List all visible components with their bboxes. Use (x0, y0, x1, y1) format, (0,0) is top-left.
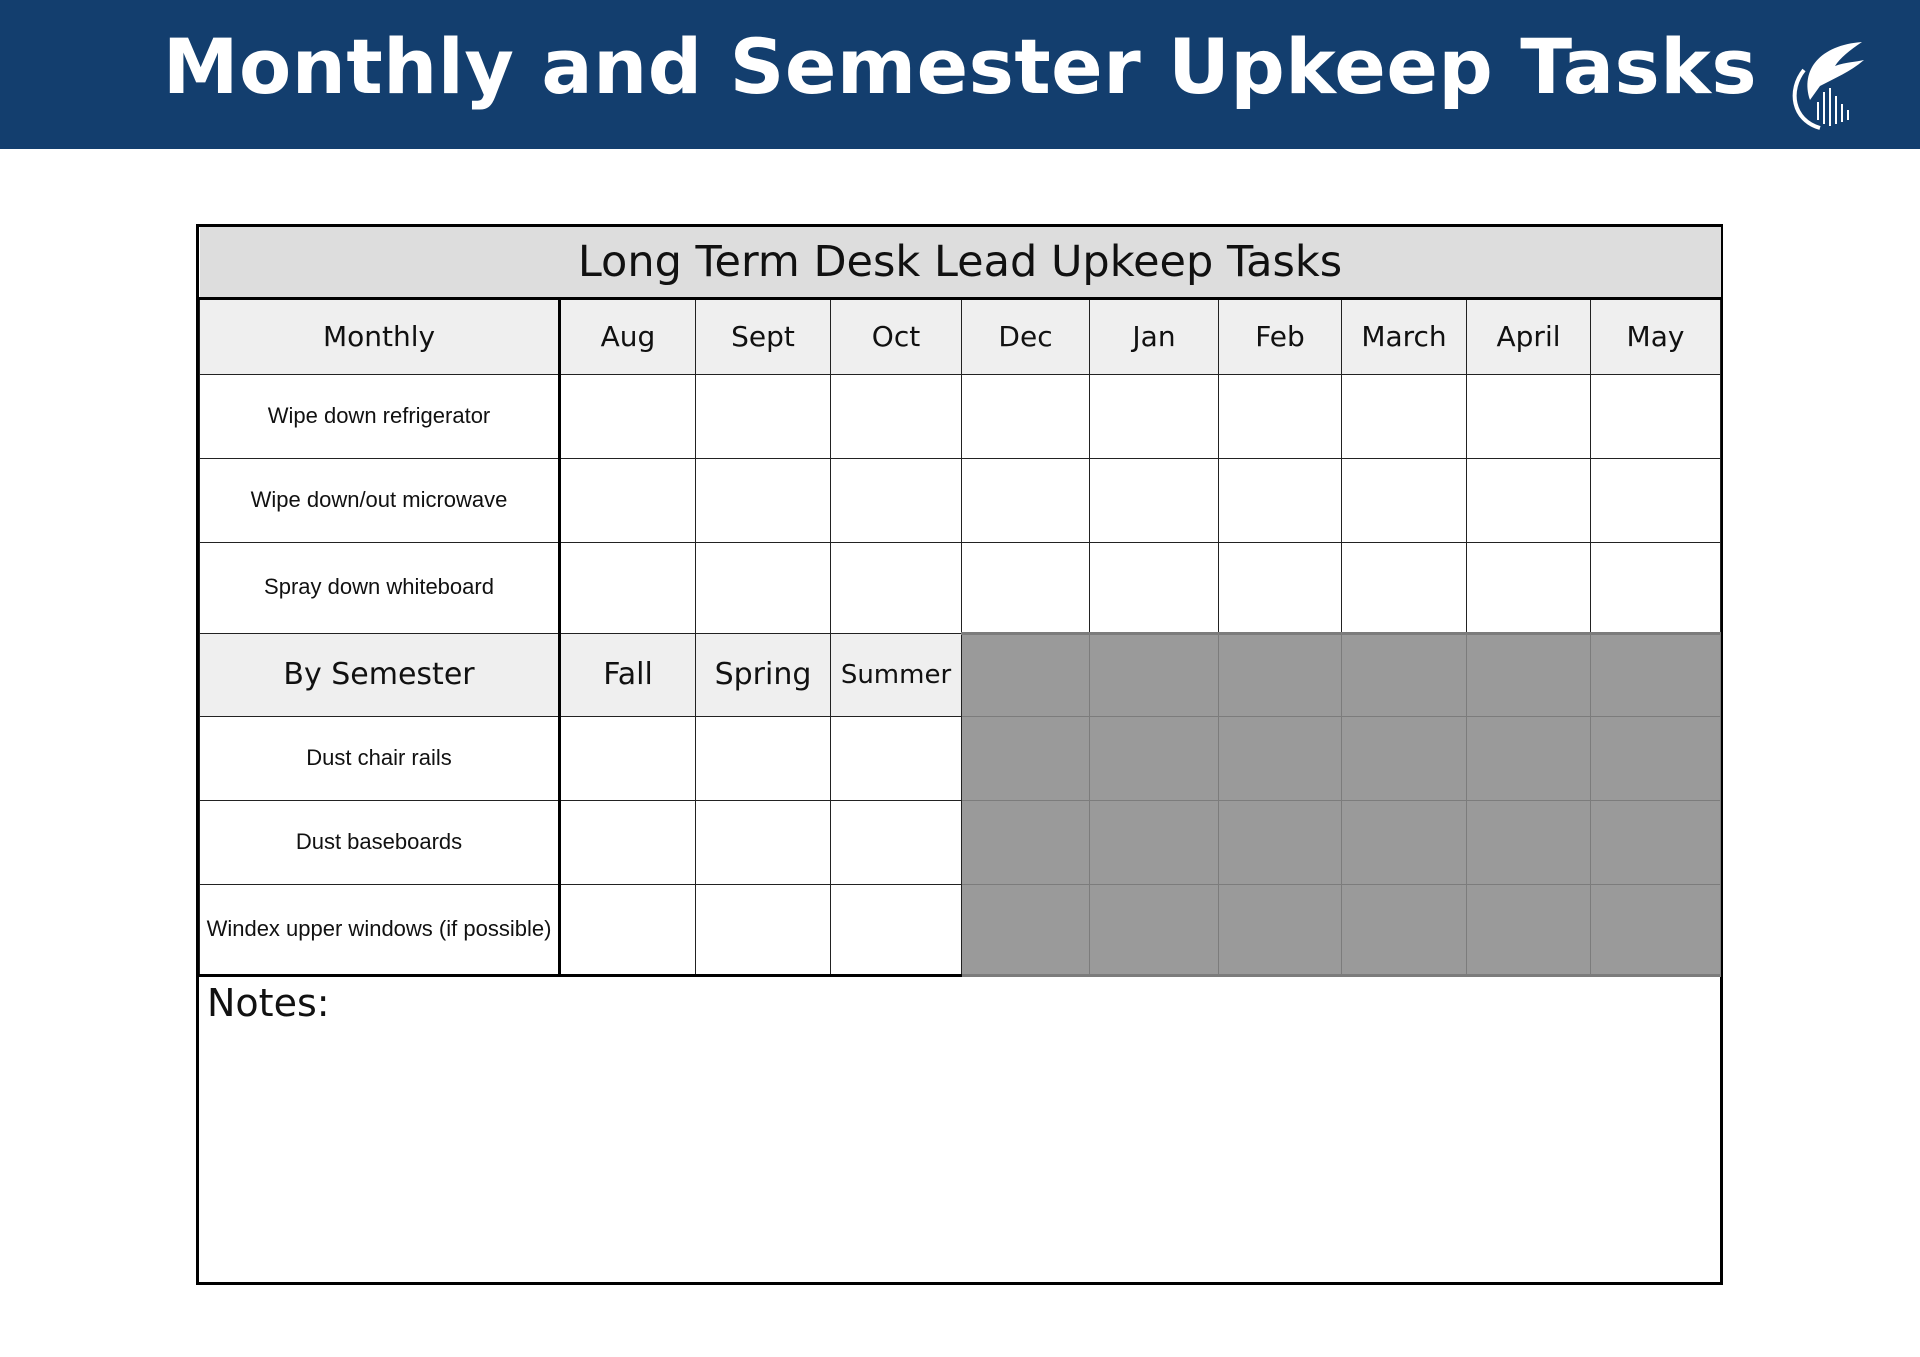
check-cell[interactable] (831, 716, 962, 800)
table-row (200, 884, 1721, 975)
check-cell[interactable] (962, 458, 1090, 542)
header-banner (0, 0, 1920, 149)
check-cell[interactable] (962, 542, 1090, 633)
check-cell[interactable] (1219, 542, 1342, 633)
check-cell[interactable] (696, 458, 831, 542)
feather-logo-icon (1780, 30, 1876, 140)
shaded-cell (1342, 800, 1467, 884)
monthly-header-row (200, 298, 1721, 374)
shaded-cell (962, 800, 1090, 884)
check-cell[interactable] (1467, 374, 1591, 458)
table-row (200, 374, 1721, 458)
task-label: Windex upper windows (if possible) (200, 884, 560, 975)
check-cell[interactable] (1342, 542, 1467, 633)
table-row (200, 458, 1721, 542)
shaded-cell (1090, 800, 1219, 884)
shaded-cell (1591, 633, 1721, 716)
check-cell[interactable] (831, 458, 962, 542)
month-header: March (1342, 298, 1467, 374)
task-label: Dust baseboards (200, 800, 560, 884)
check-cell[interactable] (696, 884, 831, 975)
check-cell[interactable] (1591, 542, 1721, 633)
check-cell[interactable] (696, 800, 831, 884)
shaded-cell (1219, 633, 1342, 716)
month-header: April (1467, 298, 1591, 374)
semester-column-header: Spring (696, 633, 831, 716)
upkeep-table (199, 227, 1721, 977)
month-header: Dec (962, 298, 1090, 374)
check-cell[interactable] (560, 884, 696, 975)
check-cell[interactable] (962, 374, 1090, 458)
notes-area[interactable] (199, 973, 1720, 1281)
task-label: Dust chair rails (200, 716, 560, 800)
check-cell[interactable] (560, 542, 696, 633)
check-cell[interactable] (1467, 542, 1591, 633)
page-title: Monthly and Semester Upkeep Tasks (162, 22, 1758, 111)
semester-column-header: Fall (560, 633, 696, 716)
table-title: Long Term Desk Lead Upkeep Tasks (200, 227, 1721, 298)
shaded-cell (1591, 800, 1721, 884)
semester-header-row (200, 633, 1721, 716)
check-cell[interactable] (1090, 542, 1219, 633)
shaded-cell (1342, 716, 1467, 800)
check-cell[interactable] (831, 374, 962, 458)
check-cell[interactable] (560, 374, 696, 458)
shaded-cell (1467, 800, 1591, 884)
check-cell[interactable] (560, 716, 696, 800)
month-header: Aug (560, 298, 696, 374)
shaded-cell (1467, 633, 1591, 716)
shaded-cell (962, 633, 1090, 716)
shaded-cell (1342, 633, 1467, 716)
shaded-cell (1219, 884, 1342, 975)
task-label: Wipe down/out microwave (200, 458, 560, 542)
check-cell[interactable] (696, 374, 831, 458)
check-cell[interactable] (696, 716, 831, 800)
monthly-header: Monthly (200, 298, 560, 374)
check-cell[interactable] (1219, 458, 1342, 542)
shaded-cell (1090, 884, 1219, 975)
check-cell[interactable] (1090, 374, 1219, 458)
month-header: Feb (1219, 298, 1342, 374)
check-cell[interactable] (560, 458, 696, 542)
check-cell[interactable] (1591, 458, 1721, 542)
notes-label: Notes: (207, 981, 330, 1025)
table-row (200, 800, 1721, 884)
check-cell[interactable] (1342, 458, 1467, 542)
shaded-cell (1467, 716, 1591, 800)
check-cell[interactable] (560, 800, 696, 884)
check-cell[interactable] (831, 800, 962, 884)
shaded-cell (1591, 884, 1721, 975)
month-header: Oct (831, 298, 962, 374)
check-cell[interactable] (1591, 374, 1721, 458)
check-cell[interactable] (1090, 458, 1219, 542)
table-row (200, 716, 1721, 800)
table-row (200, 542, 1721, 633)
shaded-cell (962, 716, 1090, 800)
shaded-cell (1090, 633, 1219, 716)
shaded-cell (1219, 716, 1342, 800)
semester-header: By Semester (200, 633, 560, 716)
month-header: Jan (1090, 298, 1219, 374)
semester-column-header: Summer (831, 633, 962, 716)
shaded-cell (1342, 884, 1467, 975)
check-cell[interactable] (1342, 374, 1467, 458)
check-cell[interactable] (1219, 374, 1342, 458)
shaded-cell (1467, 884, 1591, 975)
check-cell[interactable] (831, 542, 962, 633)
shaded-cell (962, 884, 1090, 975)
month-header: May (1591, 298, 1721, 374)
task-label: Spray down whiteboard (200, 542, 560, 633)
month-header: Sept (696, 298, 831, 374)
check-cell[interactable] (696, 542, 831, 633)
check-cell[interactable] (831, 884, 962, 975)
shaded-cell (1591, 716, 1721, 800)
upkeep-sheet (196, 224, 1723, 1285)
shaded-cell (1090, 716, 1219, 800)
task-label: Wipe down refrigerator (200, 374, 560, 458)
check-cell[interactable] (1467, 458, 1591, 542)
shaded-cell (1219, 800, 1342, 884)
